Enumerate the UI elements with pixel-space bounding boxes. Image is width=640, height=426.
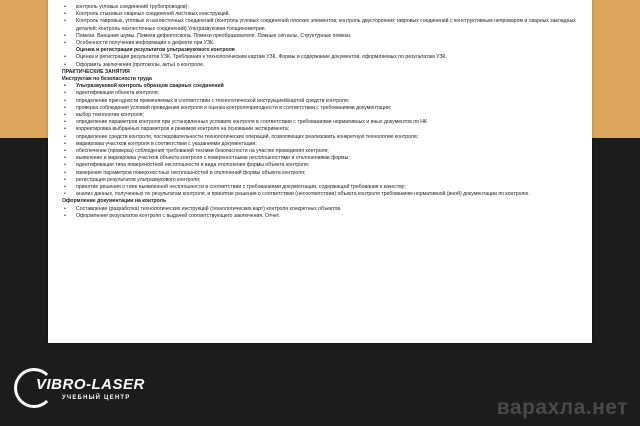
vibro-laser-logo	[14, 368, 164, 412]
list-item: • идентификация типа поверхностной несплошности и вида отклонения формы объекта контроля;	[62, 162, 580, 169]
list-item: • Оформить заключения (протоколы, акты) о контроле.	[62, 62, 580, 69]
list-item: • Контроль стыковых сварных соединений листовых конструкций.	[62, 11, 580, 18]
list-item: • Оценка и регистрация результатов УЗК. Требования к технологическим картам УЗК. Формы и содержание документов, оформляемых по результатам УЗК.	[62, 54, 580, 61]
list-item: • анализ данных, полученных по результатам контроля, и принятие решения о соответствии (несоответствии) объекта контроля требованиям нормативной (иной) документации по контролю.	[62, 191, 580, 198]
list-item: • проверка соблюдения условий проведения контроля и оценка контролепригодности в соответствии с требованиями документации;	[62, 105, 580, 112]
list-item: • определение параметров контроля при установленных условиях контроля в соответствии с требованиями нормативных и иных документов по НК	[62, 119, 580, 126]
list-item: • определение средств контроля, последовательности технологических операций, позволяющих реализовать конкретную технологию контроля;	[62, 134, 580, 141]
list-item: • корректировка выбранных параметров и режимов контроля на основании эксперимента;	[62, 126, 580, 133]
list-item: • маркировка участков контроля в соответствии с указаниями документации;	[62, 141, 580, 148]
logo-subtitle: УЧЕБНЫЙ ЦЕНТР	[62, 395, 131, 401]
list-item: • измерение параметров поверхностных несплошностей и отклонений формы объекта контроля;	[62, 170, 580, 177]
list-item: • Помехи. Внешние шумы. Помехи дефектоскопа. Помехи преобразователя. Ложные сигналы. Структурные помехи.	[62, 33, 580, 40]
list-item: • Контроль тавровых, угловых и нахлесточных соединений (контроль угловых соединений плоских элементов; контроль двусторонних тавровых соединений с конструктивным непроваром и сварных закладных деталей; контроль нахлесточных соединений) Ультразвуковая толщинометрия.	[62, 18, 580, 32]
list-item: • обеспечение (проверка) соблюдения требований техники безопасности на участке проведения контроля;	[62, 148, 580, 155]
list-item: • Особенности получения информации о дефекте при УЗК.	[62, 40, 580, 47]
list-item: • принятие решения о типе выявленной несплошности в соответствии с требованиями документации, содержащей требования к качеству;	[62, 184, 580, 191]
section-heading: Оценка и регистрация результатов ультразвукового контроля	[76, 47, 235, 54]
list-item: • контроль угловых соединений трубопроводов);	[62, 4, 580, 11]
list-item: • Оформление результатов контроля с выдачей соответствующего заключения. Отчет.	[62, 213, 580, 220]
list-item: • определение пригодности применяемых в соответствии с технологической инструкцией/картой средств контроля;	[62, 98, 580, 105]
list-item: • выбор технологии контроля;	[62, 112, 580, 119]
watermark: варахла.нет	[496, 396, 628, 419]
section-heading: Оформление документации на контроль	[62, 198, 167, 205]
list-item: • идентификация объекта контроля;	[62, 90, 580, 97]
document-page	[48, 0, 592, 343]
list-item: • регистрация результатов ультразвукового контроля;	[62, 177, 580, 184]
logo-name: VIBRO-LASER	[36, 376, 145, 393]
list-item: • Ультразвуковой контроль образцов сварных соединений	[62, 83, 580, 90]
section-heading: Инструктаж по безопасности труда	[62, 76, 152, 83]
list-item: • Составление (разработка) технологических инструкций (технологических карт) контроля конкретных объектов.	[62, 206, 580, 213]
list-item: • выявление и маркировка участков объекта контроля с поверхностными несплошностями и отклонениями формы;	[62, 155, 580, 162]
section-heading: ПРАКТИЧЕСКИЕ ЗАНЯТИЯ	[62, 68, 130, 75]
